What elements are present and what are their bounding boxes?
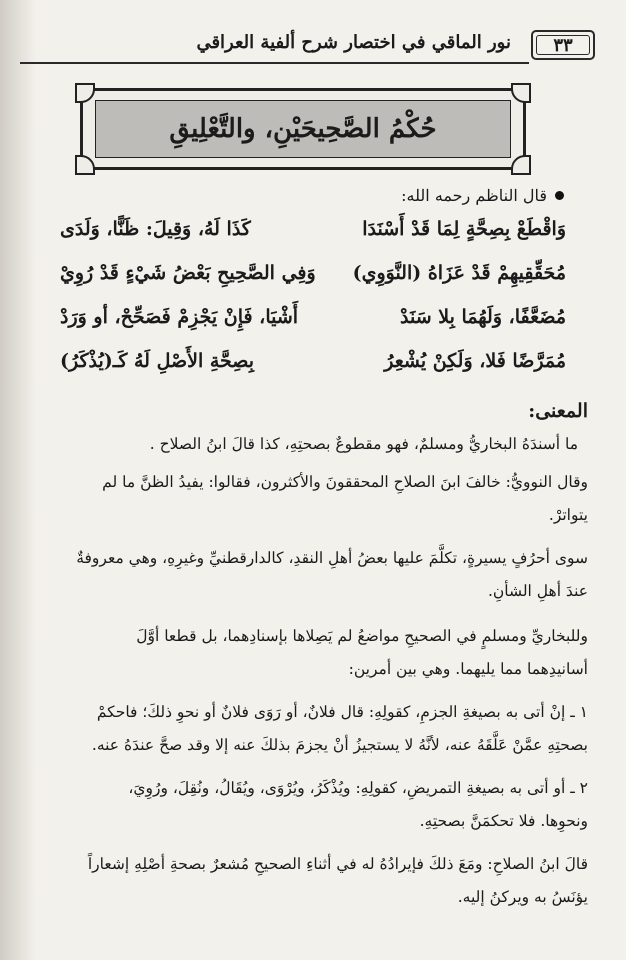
verse-second-hemistich: وَفِي الصَّحِيحِ بَعْضُ شَيْءٍ قَدْ رُوِيْ [60,262,316,284]
verse-first-hemistich: وَاقْطَعْ بِصِحَّةٍ لِمَا قَدْ أَسْنَدَا [362,218,566,240]
page-header [20,30,595,64]
paragraph [102,466,588,532]
verse-line [60,306,566,350]
page-number: ٣٣ [531,30,595,60]
paragraph [92,696,588,762]
paragraph-line: سوى أحرُفٍ يسيرةٍ، تكلَّمَ عليها بعضُ أهلِ النقدِ، كالدارقطنيِّ وغيرِهِ، وهي معروفةٌ [76,549,588,567]
paragraph-line: يؤنَسُ به ويركنُ إليه. [457,888,588,906]
paragraph-line: وقال النوويُّ: خالفَ ابنَ الصلاحِ المحققونَ والأكثرون، فقالوا: يفيدُ الظنَّ ما لم [102,473,588,491]
paragraph-line: وللبخاريِّ ومسلمٍ في الصحيحِ مواضعُ لم يَصِلاها بإسنادِهما، بل قطعا أوَّلَ [136,627,588,645]
frame-corner-ornament [75,155,95,175]
paragraph [150,428,578,461]
verse-first-hemistich: مُمَرَّضًا فَلا، وَلَكِنْ يُشْعِرُ [384,350,566,372]
paragraph [128,772,588,838]
header-rule [20,62,529,64]
verse-second-hemistich: أَشْيَا، فَإِنْ يَجْزِمْ فَصَحِّحْ، أو وَرَدْ [60,306,299,328]
verse-first-hemistich: مُحَقِّقِيهِمْ قَدْ عَزَاهُ (النَّوَوِي) [352,262,566,284]
chapter-title-panel [95,100,511,158]
paragraph-line: يتواترْ. [548,506,588,524]
poem-intro-text: قال الناظم رحمه الله: [401,186,547,205]
chapter-title-frame [80,88,526,170]
paragraph-line: ١ ـ إنْ أتى به بصيغةِ الجزمِ، كقولِهِ: قال فلانٌ، أو رَوَى فلانٌ أو نحوِ ذلكَ؛ فاحكمْ [96,703,588,721]
paragraph-line: ٢ ـ أو أتى به بصيغةِ التمريضِ، كقولِهِ: ويُذْكَرُ، ويُرْوَى، ويُقَالُ، ونُقِلَ، ورُوِيَ، [128,779,588,797]
paragraph-line: أسانيدِهما مما يليهما. وهي بين أمرين: [348,660,588,678]
paragraph [136,620,588,686]
frame-corner-ornament [511,83,531,103]
poem-intro [401,186,564,205]
verse-line [60,218,566,262]
paragraph-line: قالَ ابنُ الصلاحِ: ومَعَ ذلكَ فإيرادُهُ له في أثناءِ الصحيحِ مُشعرٌ بصحةِ أصْلِهِ إشعاراً [87,855,588,873]
verse-second-hemistich: كَذَا لَهُ، وَقِيلَ: ظَنًّا، وَلَدَى [60,218,251,240]
running-title: نور الماقي في اختصار شرح ألفية العراقي [196,32,511,53]
paragraph-line: ما أسندَهُ البخاريُّ ومسلمٌ، فهو مقطوعٌ بصحتِهِ، كذا قالَ ابنُ الصلاح . [149,435,578,453]
verse-line [60,350,566,394]
page-gutter-shadow [0,0,36,960]
paragraph-line: ونحوِها. فلا تحكمَنَّ بصحتِهِ. [419,812,588,830]
verse-second-hemistich: بِصِحَّةِ الأَصْلِ لَهُ كَـ(يُذْكَرُ) [60,350,255,372]
paragraph [88,848,588,914]
paragraph-line: بصحتِهِ عمَّنْ عَلَّقَهُ عنه، لأنَّهُ لا يستجيزُ أنْ يجزمَ بذلكَ عنه إلا وقد صحَّ عندَهُ عنه. [91,736,588,754]
bullet-icon [555,191,564,200]
paragraph [76,542,588,608]
poem-verses [60,218,566,394]
frame-corner-ornament [75,83,95,103]
paragraph-line: عندَ أهلِ الشأنِ. [487,582,588,600]
frame-corner-ornament [511,155,531,175]
chapter-title: حُكْمُ الصَّحِيحَيْنِ، والتَّعْلِيقِ [169,114,437,144]
verse-line [60,262,566,306]
meaning-heading: المعنى: [528,400,588,422]
verse-first-hemistich: مُضَعَّفًا، وَلَهُمَا بِلا سَنَدْ [400,306,566,328]
